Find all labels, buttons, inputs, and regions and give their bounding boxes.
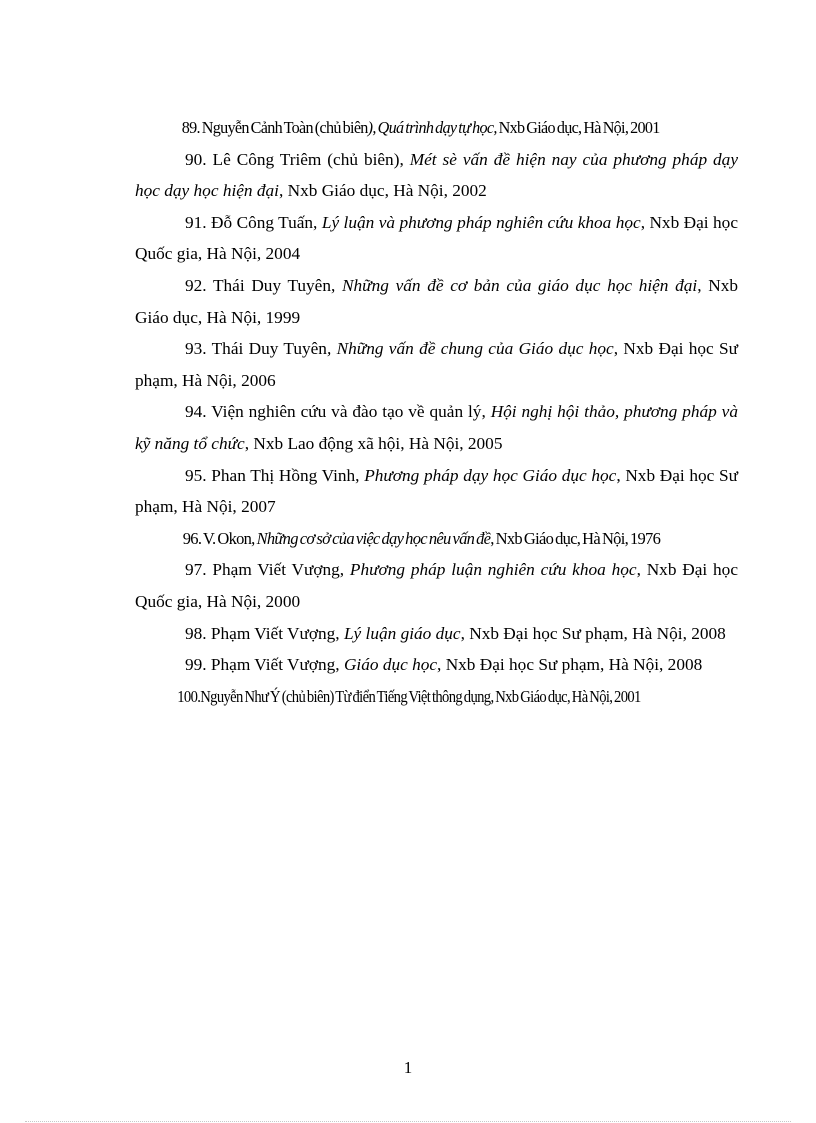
reference-item-100 (135, 681, 645, 713)
reference-title: Giáo dục học (343, 655, 438, 675)
reference-item-89 (135, 112, 699, 144)
reference-publisher: , Nxb Đại học Sư phạm, Hà Nội, 2006 (135, 339, 739, 390)
reference-list (135, 112, 738, 712)
reference-publisher: , Nxb Đại học Quốc gia, Hà Nội, 2000 (135, 560, 738, 611)
reference-author: 92. Thái Duy Tuyên, (185, 275, 343, 295)
reference-item-98 (135, 618, 738, 650)
reference-title: Phương pháp dạy học Giáo dục học (364, 465, 617, 485)
reference-author: 94. Viện nghiên cứu và đào tạo về quản lý, (185, 402, 491, 422)
reference-publisher: , Nxb Đại học Sư phạm, Hà Nội, 2008 (437, 655, 703, 675)
reference-publisher: , Nxb Đại học Sư phạm, Hà Nội, 2007 (135, 465, 739, 517)
reference-title: Phương pháp luận nghiên cứu khoa học (349, 560, 637, 580)
reference-item-93 (135, 333, 738, 396)
reference-publisher: Nxb Giáo dục, Hà Nội, 2001 (496, 118, 660, 137)
footer-divider (25, 1121, 791, 1122)
reference-title: Những vấn đề cơ bản của giáo dục học hiện đại (342, 275, 698, 295)
reference-author: 98. Phạm Viết Vượng, (185, 623, 344, 643)
reference-author: 95. Phan Thị Hồng Vinh, (185, 465, 365, 485)
reference-author: 93. Thái Duy Tuyên (185, 339, 327, 359)
reference-publisher: , Nxb Giáo dục, Hà Nội, 2002 (278, 181, 487, 201)
reference-author: 100.Nguyễn Như Ý (chủ biên) Từ điển Tiếng Việt thông dụng, Nxb Giáo dục, Hà Nội, 2001 (177, 686, 641, 706)
reference-title: ), Quá trình dạy tự học, (367, 118, 497, 137)
reference-item-95 (135, 460, 738, 523)
reference-item-91 (135, 207, 738, 270)
reference-item-94 (135, 396, 738, 459)
reference-author: 96. V. Okon, (182, 528, 257, 548)
reference-title: Lý luận và phương pháp nghiên cứu khoa học (321, 212, 641, 232)
reference-publisher: , Nxb Đại học Sư phạm, Hà Nội, 2008 (460, 623, 726, 643)
reference-author: 90. Lê Công Triêm (chủ biên), (185, 149, 410, 169)
reference-publisher: , Nxb Giáo dục, Hà Nội, 1999 (135, 275, 738, 327)
reference-item-97 (135, 554, 738, 617)
reference-publisher: , Nxb Lao động xã hội, Hà Nội, 2005 (244, 433, 503, 453)
page-number: 1 (403, 1058, 413, 1077)
reference-title: Lý luận giáo dục (343, 623, 461, 643)
reference-title: , Những vấn đề chung của Giáo dục học (326, 339, 614, 359)
reference-title: Những cơ sở của việc dạy học nêu vấn đề (256, 528, 491, 548)
reference-item-90 (135, 144, 738, 207)
reference-author: 99. Phạm Viết Vượng, (185, 655, 344, 675)
reference-publisher: , Nxb Giáo dục, Hà Nội, 1976 (490, 528, 661, 548)
reference-title: Hội nghị hội thảo, phương pháp và kỹ năng tổ chức (135, 402, 738, 453)
reference-item-99 (135, 649, 738, 681)
reference-author: 89. Nguyễn Cảnh Toàn (chủ biên (181, 118, 368, 137)
reference-author: 91. Đỗ Công Tuấn, (185, 212, 322, 232)
reference-publisher: , Nxb Đại học Quốc gia, Hà Nội, 2004 (135, 212, 738, 264)
reference-author: 97. Phạm Viết Vượng, (185, 560, 350, 580)
reference-title: Mét sè vấn đề hiện nay của phương pháp dạy học dạy học hiện đại (135, 149, 738, 201)
reference-item-96 (135, 523, 711, 555)
reference-item-92 (135, 270, 738, 333)
